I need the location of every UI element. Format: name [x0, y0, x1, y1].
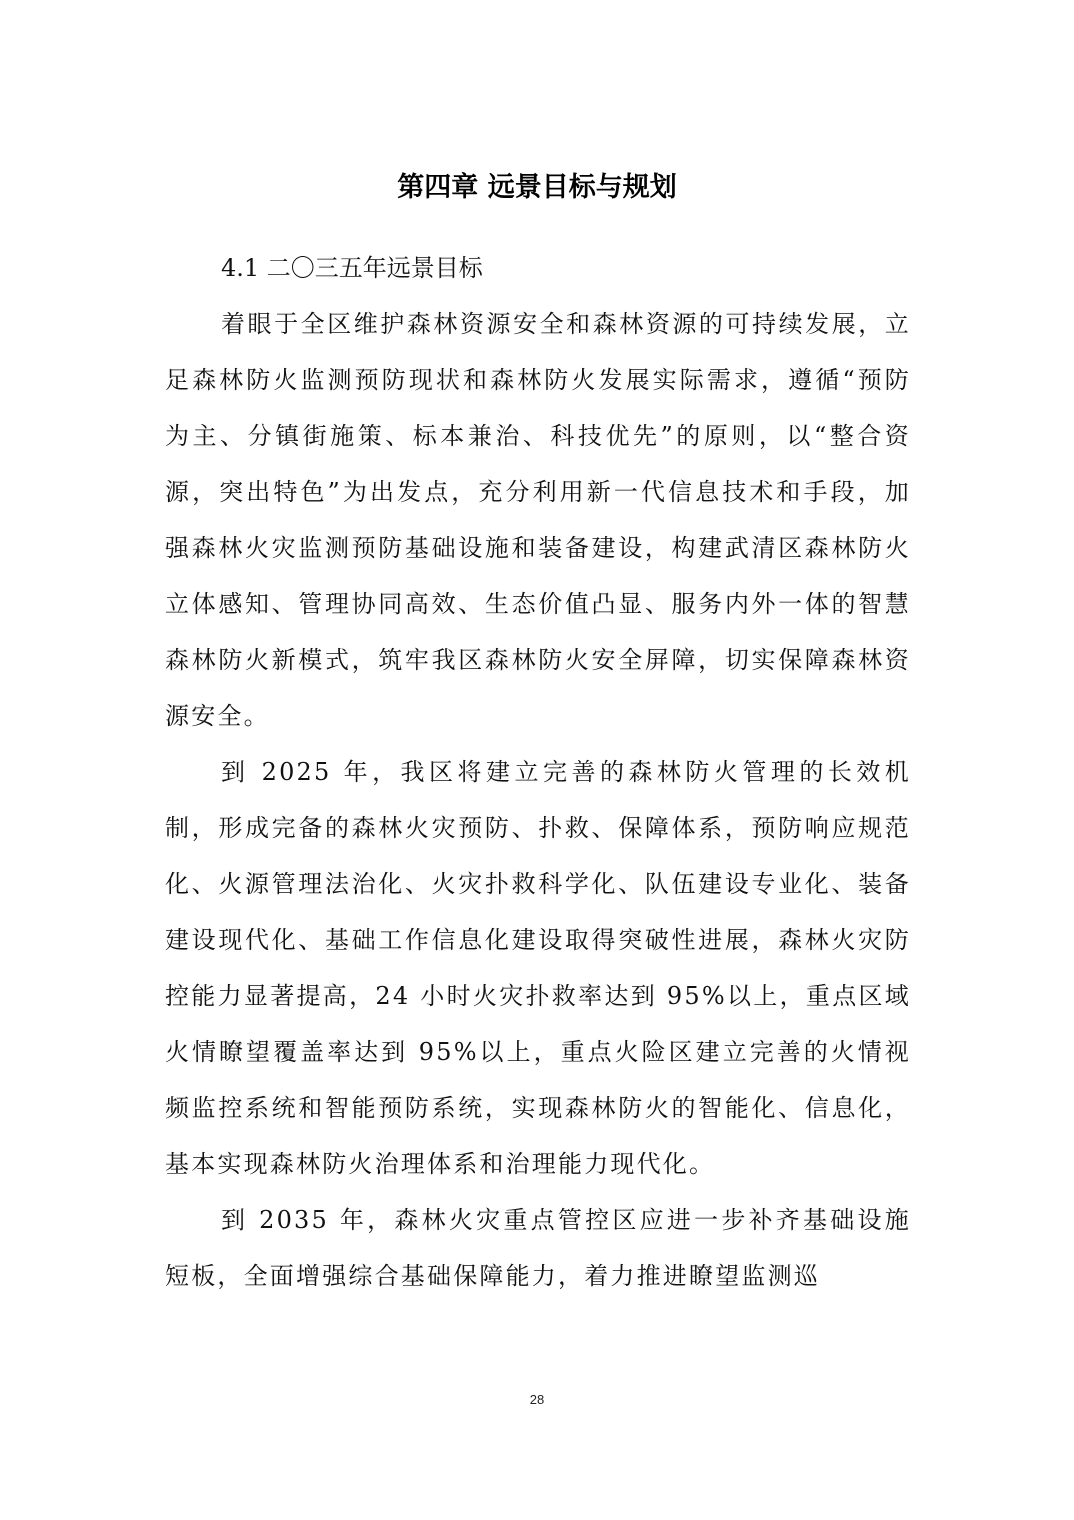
paragraph-2025-goals: 到 2025 年，我区将建立完善的森林防火管理的长效机制，形成完备的森林火灾预防、扑救、保障体系，预防响应规范化、火源管理法治化、火灾扑救科学化、队伍建设专业化、装备建设现代化、基础工作信息化建设取得突破性进展，森林火灾防控能力显著提高，24 小时火灾扑救率达到 95%以上，重点区域火情瞭望覆盖率达到 95%以上，重点火险区建立完善的火情视频监控系统和智能预防系统，实现森林防火的智能化、信息化，基本实现森林防火治理体系和治理能力现代化。: [165, 758, 911, 1178]
section-heading: 4.1 二〇三五年远景目标: [221, 254, 483, 282]
chapter-title: 第四章 远景目标与规划: [397, 172, 677, 203]
paragraph-vision: 着眼于全区维护森林资源安全和森林资源的可持续发展，立足森林防火监测预防现状和森林防火发展实际需求，遵循“预防为主、分镇街施策、标本兼治、科技优先”的原则，以“整合资源，突出特色”为出发点，充分利用新一代信息技术和手段，加强森林火灾监测预防基础设施和装备建设，构建武清区森林防火立体感知、管理协同高效、生态价值凸显、服务内外一体的智慧森林防火新模式，筑牢我区森林防火安全屏障，切实保障森林资源安全。: [165, 310, 911, 730]
body-text: [165, 240, 911, 1304]
page-number: 28: [529, 1392, 545, 1407]
paragraph-2035-goals: 到 2035 年，森林火灾重点管控区应进一步补齐基础设施短板，全面增强综合基础保障能力，着力推进瞭望监测巡: [165, 1206, 911, 1290]
